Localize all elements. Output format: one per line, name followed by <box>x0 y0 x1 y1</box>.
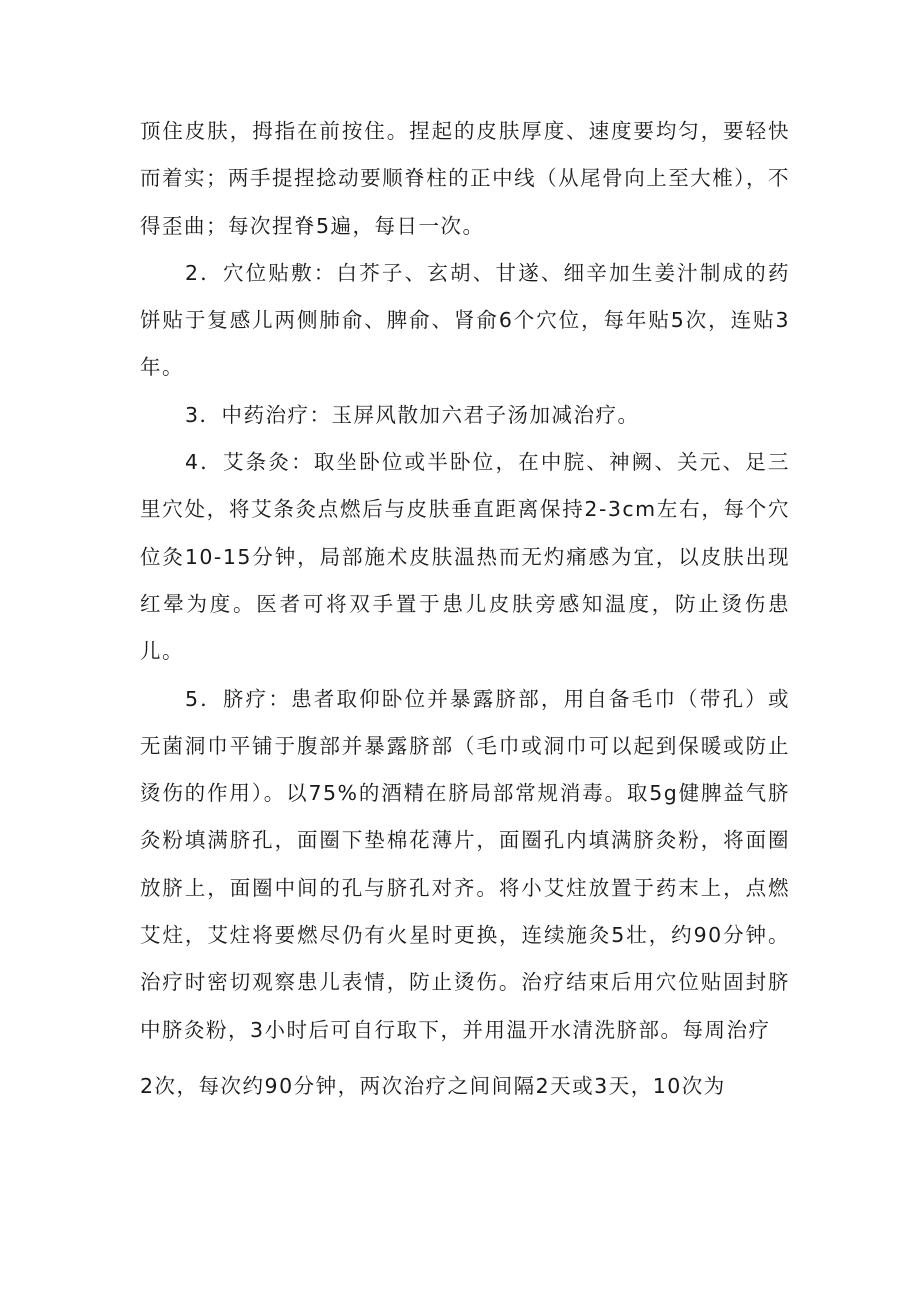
body-text <box>140 108 790 1110</box>
paragraph-acupoint-application: 2．穴位贴敷：白芥子、玄胡、甘遂、细辛加生姜汁制成的药饼贴于复感儿两侧肺俞、脾俞、肾俞6个穴位，每年贴5次，连贴3年。 <box>140 260 790 380</box>
paragraph-navel-therapy: 5．脐疗：患者取仰卧位并暴露脐部，用自备毛巾（带孔）或无菌洞巾平铺于腹部并暴露脐部（毛巾或洞巾可以起到保暖或防止烫伤的作用）。以75%的酒精在脐局部常规消毒。取5g健脾益气脐灸粉填满脐孔，面圈下垫棉花薄片，面圈孔内填满脐灸粉，将面圈放脐上，面圈中间的孔与脐孔对齐。将小艾炷放置于药末上，点燃艾炷，艾炷将要燃尽仍有火星时更换，连续施灸5壮，约90分钟。治疗时密切观察患儿表情，防止烫伤。治疗结束后用穴位贴固封脐中脐灸粉，3小时后可自行取下，并用温开水清洗脐部。每周治疗 <box>140 686 790 1042</box>
paragraph-moxibustion: 4．艾条灸：取坐卧位或半卧位，在中脘、神阙、关元、足三里穴处，将艾条灸点燃后与皮肤垂直距离保持2-3cm左右，每个穴位灸10-15分钟，局部施术皮肤温热而无灼痛感为宜，以皮肤出现红晕为度。医者可将双手置于患儿皮肤旁感知温度，防止烫伤患儿。 <box>140 450 790 664</box>
paragraph-continued: 顶住皮肤，拇指在前按住。捏起的皮肤厚度、速度要均匀，要轻快而着实；两手提捏捻动要顺脊柱的正中线（从尾骨向上至大椎），不得歪曲；每次捏脊5遍，每日一次。 <box>140 119 790 238</box>
paragraph-herbal-treatment: 3．中药治疗：玉屏风散加六君子汤加减治疗。 <box>185 402 640 427</box>
paragraph-tail: 2次，每次约90分钟，两次治疗之间间隔2天或3天，10次为 <box>140 1073 726 1098</box>
